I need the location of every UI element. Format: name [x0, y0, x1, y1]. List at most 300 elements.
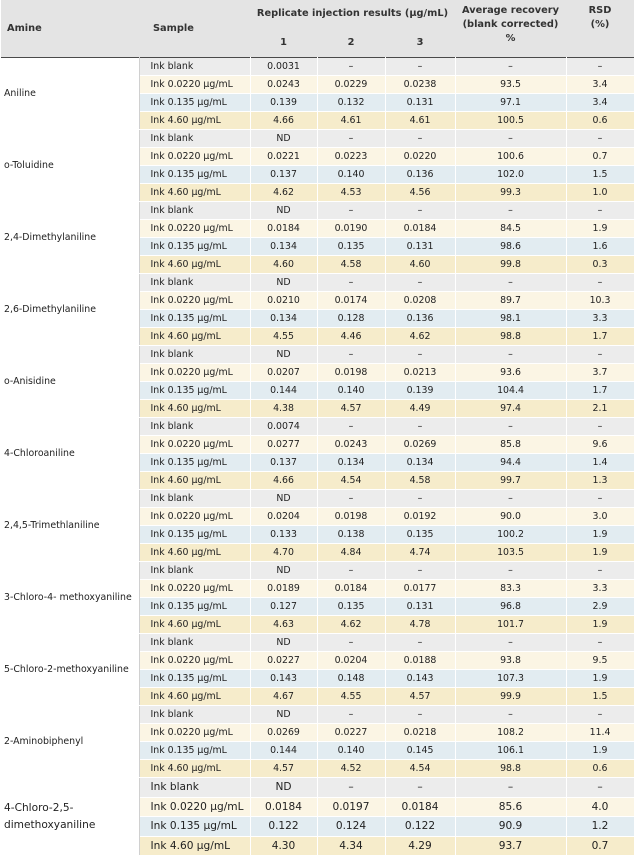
- amine-group: [1, 778, 634, 856]
- cell-sample: Ink blank: [139, 202, 250, 220]
- header-rsd-label: RSD: [588, 5, 612, 16]
- cell-average-recovery: –: [455, 202, 566, 220]
- cell-replicate-1: 0.0184: [250, 797, 317, 817]
- cell-average-recovery: 83.3: [455, 580, 566, 598]
- cell-replicate-1: 0.0189: [250, 580, 317, 598]
- cell-replicate-3: 0.134: [385, 454, 455, 472]
- cell-replicate-2: 0.0223: [317, 148, 385, 166]
- cell-amine-name: Aniline: [1, 58, 139, 130]
- cell-average-recovery: –: [455, 346, 566, 364]
- cell-rsd: 11.4: [566, 724, 634, 742]
- table-row: [1, 706, 634, 724]
- cell-sample: Ink 0.0220 µg/mL: [139, 436, 250, 454]
- cell-average-recovery: 96.8: [455, 598, 566, 616]
- table-row: [1, 634, 634, 652]
- cell-amine-name: o-Anisidine: [1, 346, 139, 418]
- cell-replicate-2: 0.0190: [317, 220, 385, 238]
- cell-average-recovery: 108.2: [455, 724, 566, 742]
- cell-replicate-1: ND: [250, 274, 317, 292]
- cell-replicate-2: 4.53: [317, 184, 385, 202]
- cell-average-recovery: 94.4: [455, 454, 566, 472]
- cell-replicate-3: 4.61: [385, 112, 455, 130]
- cell-rsd: 0.7: [566, 836, 634, 856]
- cell-amine-name: 4-Chloro-2,5- dimethoxyaniline: [1, 778, 139, 856]
- cell-average-recovery: 99.3: [455, 184, 566, 202]
- cell-rsd: 0.7: [566, 148, 634, 166]
- cell-rsd: 1.9: [566, 220, 634, 238]
- cell-average-recovery: –: [455, 490, 566, 508]
- table-row: [1, 58, 634, 76]
- cell-amine-name: 2,4-Dimethylaniline: [1, 202, 139, 274]
- table-header: [1, 0, 634, 58]
- cell-sample: Ink 4.60 µg/mL: [139, 112, 250, 130]
- cell-rsd: 1.4: [566, 454, 634, 472]
- header-rep3: 3: [385, 27, 455, 58]
- cell-replicate-3: –: [385, 58, 455, 76]
- cell-replicate-2: 4.61: [317, 112, 385, 130]
- cell-sample: Ink 0.135 µg/mL: [139, 526, 250, 544]
- cell-sample: Ink blank: [139, 706, 250, 724]
- amine-group: [1, 706, 634, 778]
- cell-sample: Ink 4.60 µg/mL: [139, 400, 250, 418]
- cell-replicate-2: 0.0204: [317, 652, 385, 670]
- cell-replicate-1: 4.38: [250, 400, 317, 418]
- cell-sample: Ink 4.60 µg/mL: [139, 760, 250, 778]
- cell-replicate-1: 4.66: [250, 112, 317, 130]
- cell-average-recovery: 93.8: [455, 652, 566, 670]
- cell-replicate-3: 0.0208: [385, 292, 455, 310]
- cell-replicate-3: 0.0269: [385, 436, 455, 454]
- cell-replicate-3: 0.135: [385, 526, 455, 544]
- cell-replicate-3: –: [385, 202, 455, 220]
- cell-replicate-1: 0.122: [250, 817, 317, 837]
- amine-group: [1, 418, 634, 490]
- cell-replicate-1: 0.144: [250, 742, 317, 760]
- cell-replicate-2: 0.135: [317, 238, 385, 256]
- cell-sample: Ink blank: [139, 490, 250, 508]
- header-average-recovery: [455, 0, 566, 58]
- cell-sample: Ink 0.0220 µg/mL: [139, 292, 250, 310]
- cell-sample: Ink blank: [139, 130, 250, 148]
- cell-replicate-3: 4.58: [385, 472, 455, 490]
- cell-replicate-1: 0.137: [250, 166, 317, 184]
- cell-replicate-3: 0.131: [385, 238, 455, 256]
- cell-replicate-3: 0.0218: [385, 724, 455, 742]
- cell-average-recovery: 98.8: [455, 328, 566, 346]
- cell-sample: Ink blank: [139, 274, 250, 292]
- cell-replicate-3: 0.0177: [385, 580, 455, 598]
- cell-sample: Ink 4.60 µg/mL: [139, 256, 250, 274]
- cell-replicate-3: –: [385, 274, 455, 292]
- cell-replicate-2: –: [317, 706, 385, 724]
- cell-average-recovery: –: [455, 418, 566, 436]
- cell-rsd: 3.4: [566, 76, 634, 94]
- cell-rsd: –: [566, 562, 634, 580]
- cell-replicate-1: 4.70: [250, 544, 317, 562]
- cell-rsd: 4.0: [566, 797, 634, 817]
- amine-group: [1, 130, 634, 202]
- cell-amine-name: 2-Aminobiphenyl: [1, 706, 139, 778]
- cell-average-recovery: 100.6: [455, 148, 566, 166]
- cell-replicate-3: 0.0192: [385, 508, 455, 526]
- table-row: [1, 490, 634, 508]
- cell-replicate-3: 0.0220: [385, 148, 455, 166]
- cell-rsd: 1.5: [566, 688, 634, 706]
- cell-replicate-1: ND: [250, 706, 317, 724]
- cell-sample: Ink 0.135 µg/mL: [139, 670, 250, 688]
- cell-sample: Ink 0.135 µg/mL: [139, 742, 250, 760]
- cell-replicate-1: 0.133: [250, 526, 317, 544]
- cell-replicate-2: 0.138: [317, 526, 385, 544]
- cell-replicate-2: –: [317, 346, 385, 364]
- cell-rsd: 1.9: [566, 544, 634, 562]
- cell-replicate-2: –: [317, 274, 385, 292]
- cell-replicate-1: 4.55: [250, 328, 317, 346]
- cell-replicate-2: –: [317, 490, 385, 508]
- cell-replicate-2: 4.84: [317, 544, 385, 562]
- recovery-table: [1, 0, 635, 856]
- cell-replicate-1: 0.134: [250, 238, 317, 256]
- cell-rsd: 1.2: [566, 817, 634, 837]
- cell-rsd: –: [566, 490, 634, 508]
- cell-replicate-1: 0.0074: [250, 418, 317, 436]
- cell-average-recovery: 90.9: [455, 817, 566, 837]
- cell-replicate-2: –: [317, 202, 385, 220]
- cell-replicate-2: 4.55: [317, 688, 385, 706]
- table-row: [1, 202, 634, 220]
- cell-average-recovery: 89.7: [455, 292, 566, 310]
- cell-replicate-3: 4.60: [385, 256, 455, 274]
- cell-sample: Ink 4.60 µg/mL: [139, 688, 250, 706]
- cell-replicate-3: 0.139: [385, 382, 455, 400]
- cell-average-recovery: –: [455, 58, 566, 76]
- cell-sample: Ink 4.60 µg/mL: [139, 544, 250, 562]
- cell-replicate-1: ND: [250, 490, 317, 508]
- cell-replicate-1: ND: [250, 634, 317, 652]
- cell-replicate-2: 0.0227: [317, 724, 385, 742]
- cell-rsd: 1.9: [566, 670, 634, 688]
- cell-rsd: –: [566, 58, 634, 76]
- cell-replicate-2: 4.54: [317, 472, 385, 490]
- cell-replicate-1: 0.134: [250, 310, 317, 328]
- cell-average-recovery: 102.0: [455, 166, 566, 184]
- cell-sample: Ink 0.135 µg/mL: [139, 382, 250, 400]
- cell-replicate-1: 0.0184: [250, 220, 317, 238]
- cell-rsd: 1.9: [566, 616, 634, 634]
- cell-sample: Ink 0.135 µg/mL: [139, 817, 250, 837]
- header-avg-unit: %: [505, 33, 516, 44]
- cell-average-recovery: 99.9: [455, 688, 566, 706]
- cell-replicate-2: 0.0184: [317, 580, 385, 598]
- cell-average-recovery: –: [455, 706, 566, 724]
- amine-group: [1, 634, 634, 706]
- cell-replicate-1: ND: [250, 346, 317, 364]
- cell-sample: Ink blank: [139, 58, 250, 76]
- cell-sample: Ink 0.0220 µg/mL: [139, 797, 250, 817]
- cell-sample: Ink 4.60 µg/mL: [139, 616, 250, 634]
- cell-replicate-1: 0.137: [250, 454, 317, 472]
- cell-replicate-1: 0.0243: [250, 76, 317, 94]
- cell-replicate-3: 0.145: [385, 742, 455, 760]
- cell-average-recovery: 101.7: [455, 616, 566, 634]
- amine-group: [1, 202, 634, 274]
- cell-replicate-1: 0.143: [250, 670, 317, 688]
- header-sample: Sample: [139, 0, 250, 58]
- cell-rsd: 9.5: [566, 652, 634, 670]
- cell-average-recovery: 97.4: [455, 400, 566, 418]
- cell-replicate-3: 4.56: [385, 184, 455, 202]
- cell-rsd: 3.0: [566, 508, 634, 526]
- cell-rsd: –: [566, 274, 634, 292]
- cell-replicate-2: 0.0197: [317, 797, 385, 817]
- cell-replicate-2: 0.0243: [317, 436, 385, 454]
- cell-rsd: 1.6: [566, 238, 634, 256]
- cell-average-recovery: 100.2: [455, 526, 566, 544]
- cell-rsd: 9.6: [566, 436, 634, 454]
- cell-rsd: 2.1: [566, 400, 634, 418]
- cell-amine-name: 5-Chloro-2-methoxyaniline: [1, 634, 139, 706]
- cell-replicate-2: 0.140: [317, 742, 385, 760]
- cell-rsd: 3.7: [566, 364, 634, 382]
- amine-group: [1, 274, 634, 346]
- cell-replicate-3: –: [385, 634, 455, 652]
- cell-replicate-1: 0.0204: [250, 508, 317, 526]
- amine-group: [1, 58, 634, 130]
- cell-replicate-1: 4.62: [250, 184, 317, 202]
- cell-replicate-3: –: [385, 706, 455, 724]
- table-row: [1, 274, 634, 292]
- cell-replicate-2: 0.148: [317, 670, 385, 688]
- cell-rsd: –: [566, 130, 634, 148]
- cell-replicate-2: 4.34: [317, 836, 385, 856]
- cell-rsd: 3.3: [566, 310, 634, 328]
- amine-group: [1, 346, 634, 418]
- header-rep1: 1: [250, 27, 317, 58]
- cell-average-recovery: –: [455, 130, 566, 148]
- cell-rsd: 10.3: [566, 292, 634, 310]
- cell-replicate-3: –: [385, 346, 455, 364]
- cell-rsd: 3.4: [566, 94, 634, 112]
- cell-replicate-3: 0.0184: [385, 797, 455, 817]
- cell-replicate-1: ND: [250, 202, 317, 220]
- cell-rsd: 1.7: [566, 328, 634, 346]
- cell-rsd: 0.3: [566, 256, 634, 274]
- cell-sample: Ink 4.60 µg/mL: [139, 836, 250, 856]
- cell-replicate-2: 0.128: [317, 310, 385, 328]
- table-row: [1, 418, 634, 436]
- cell-rsd: 1.9: [566, 742, 634, 760]
- cell-replicate-2: 4.62: [317, 616, 385, 634]
- cell-replicate-3: 4.62: [385, 328, 455, 346]
- cell-replicate-3: –: [385, 130, 455, 148]
- cell-replicate-1: 4.63: [250, 616, 317, 634]
- cell-sample: Ink 0.0220 µg/mL: [139, 724, 250, 742]
- cell-rsd: 2.9: [566, 598, 634, 616]
- cell-replicate-2: 4.58: [317, 256, 385, 274]
- cell-replicate-1: 4.60: [250, 256, 317, 274]
- cell-rsd: 0.6: [566, 112, 634, 130]
- cell-replicate-2: 0.140: [317, 166, 385, 184]
- cell-average-recovery: 85.6: [455, 797, 566, 817]
- cell-replicate-2: –: [317, 562, 385, 580]
- cell-replicate-3: –: [385, 562, 455, 580]
- cell-sample: Ink 0.0220 µg/mL: [139, 76, 250, 94]
- cell-average-recovery: –: [455, 274, 566, 292]
- cell-replicate-2: 0.0198: [317, 508, 385, 526]
- cell-replicate-2: –: [317, 634, 385, 652]
- cell-average-recovery: 98.8: [455, 760, 566, 778]
- cell-rsd: 3.3: [566, 580, 634, 598]
- cell-replicate-3: 0.0184: [385, 220, 455, 238]
- amine-group: [1, 490, 634, 562]
- cell-sample: Ink blank: [139, 562, 250, 580]
- cell-replicate-3: 0.0188: [385, 652, 455, 670]
- cell-rsd: –: [566, 634, 634, 652]
- cell-replicate-3: 0.131: [385, 598, 455, 616]
- cell-replicate-2: –: [317, 130, 385, 148]
- cell-replicate-3: 0.0213: [385, 364, 455, 382]
- cell-replicate-3: –: [385, 418, 455, 436]
- header-avg-line1: Average recovery: [461, 5, 560, 16]
- table-row: [1, 778, 634, 798]
- cell-average-recovery: 84.5: [455, 220, 566, 238]
- cell-sample: Ink 0.0220 µg/mL: [139, 364, 250, 382]
- cell-replicate-2: 0.124: [317, 817, 385, 837]
- cell-replicate-2: 0.0198: [317, 364, 385, 382]
- cell-replicate-1: 4.30: [250, 836, 317, 856]
- header-rsd: [566, 0, 634, 58]
- cell-replicate-3: 4.54: [385, 760, 455, 778]
- cell-replicate-2: 0.140: [317, 382, 385, 400]
- cell-replicate-2: 0.132: [317, 94, 385, 112]
- cell-sample: Ink 4.60 µg/mL: [139, 184, 250, 202]
- cell-replicate-1: ND: [250, 562, 317, 580]
- header-rsd-unit: (%): [590, 19, 610, 30]
- cell-rsd: 1.7: [566, 382, 634, 400]
- cell-average-recovery: 93.5: [455, 76, 566, 94]
- cell-replicate-2: 0.135: [317, 598, 385, 616]
- cell-average-recovery: 99.8: [455, 256, 566, 274]
- amine-group: [1, 562, 634, 634]
- cell-replicate-1: 0.0207: [250, 364, 317, 382]
- cell-average-recovery: 98.6: [455, 238, 566, 256]
- cell-replicate-2: 0.0174: [317, 292, 385, 310]
- cell-replicate-3: 0.136: [385, 310, 455, 328]
- table-row: [1, 346, 634, 364]
- cell-average-recovery: 99.7: [455, 472, 566, 490]
- cell-replicate-3: –: [385, 778, 455, 798]
- header-replicate: Replicate injection results (µg/mL): [250, 0, 455, 27]
- cell-replicate-3: 4.57: [385, 688, 455, 706]
- cell-replicate-2: 0.0229: [317, 76, 385, 94]
- cell-replicate-1: 0.139: [250, 94, 317, 112]
- cell-sample: Ink blank: [139, 418, 250, 436]
- cell-replicate-1: 4.67: [250, 688, 317, 706]
- cell-replicate-1: 0.127: [250, 598, 317, 616]
- cell-sample: Ink 0.135 µg/mL: [139, 454, 250, 472]
- cell-average-recovery: –: [455, 634, 566, 652]
- cell-average-recovery: 93.7: [455, 836, 566, 856]
- cell-sample: Ink 0.135 µg/mL: [139, 94, 250, 112]
- cell-average-recovery: 90.0: [455, 508, 566, 526]
- cell-replicate-2: 4.57: [317, 400, 385, 418]
- cell-average-recovery: –: [455, 562, 566, 580]
- cell-replicate-2: –: [317, 418, 385, 436]
- cell-replicate-1: 0.0227: [250, 652, 317, 670]
- cell-replicate-2: –: [317, 58, 385, 76]
- cell-sample: Ink 0.135 µg/mL: [139, 166, 250, 184]
- cell-rsd: 1.3: [566, 472, 634, 490]
- cell-sample: Ink blank: [139, 778, 250, 798]
- cell-sample: Ink blank: [139, 634, 250, 652]
- cell-average-recovery: –: [455, 778, 566, 798]
- cell-rsd: –: [566, 346, 634, 364]
- cell-rsd: –: [566, 202, 634, 220]
- header-amine: Amine: [1, 0, 139, 58]
- cell-sample: Ink 0.0220 µg/mL: [139, 652, 250, 670]
- cell-amine-name: o-Toluidine: [1, 130, 139, 202]
- cell-average-recovery: 103.5: [455, 544, 566, 562]
- cell-replicate-2: –: [317, 778, 385, 798]
- cell-amine-name: 2,6-Dimethylaniline: [1, 274, 139, 346]
- cell-replicate-1: 4.66: [250, 472, 317, 490]
- cell-replicate-1: 4.57: [250, 760, 317, 778]
- cell-sample: Ink 0.0220 µg/mL: [139, 148, 250, 166]
- cell-average-recovery: 104.4: [455, 382, 566, 400]
- table-row: [1, 562, 634, 580]
- cell-sample: Ink 0.0220 µg/mL: [139, 220, 250, 238]
- cell-rsd: 1.5: [566, 166, 634, 184]
- cell-replicate-1: 0.0210: [250, 292, 317, 310]
- cell-rsd: 1.9: [566, 526, 634, 544]
- cell-amine-name: 3-Chloro-4- methoxyaniline: [1, 562, 139, 634]
- cell-replicate-3: 4.49: [385, 400, 455, 418]
- cell-replicate-3: 0.0238: [385, 76, 455, 94]
- cell-replicate-1: 0.0277: [250, 436, 317, 454]
- cell-replicate-2: 0.134: [317, 454, 385, 472]
- cell-replicate-3: 4.29: [385, 836, 455, 856]
- cell-replicate-3: 0.131: [385, 94, 455, 112]
- cell-sample: Ink 0.135 µg/mL: [139, 310, 250, 328]
- cell-sample: Ink 0.0220 µg/mL: [139, 580, 250, 598]
- cell-replicate-1: 0.0269: [250, 724, 317, 742]
- cell-replicate-1: 0.0031: [250, 58, 317, 76]
- cell-replicate-3: 4.78: [385, 616, 455, 634]
- cell-replicate-3: 4.74: [385, 544, 455, 562]
- table-row: [1, 130, 634, 148]
- cell-replicate-3: 0.143: [385, 670, 455, 688]
- cell-replicate-1: ND: [250, 130, 317, 148]
- cell-amine-name: 4-Chloroaniline: [1, 418, 139, 490]
- cell-rsd: 1.0: [566, 184, 634, 202]
- cell-rsd: –: [566, 706, 634, 724]
- cell-sample: Ink 0.135 µg/mL: [139, 238, 250, 256]
- cell-replicate-2: 4.52: [317, 760, 385, 778]
- cell-sample: Ink 0.0220 µg/mL: [139, 508, 250, 526]
- cell-average-recovery: 93.6: [455, 364, 566, 382]
- cell-average-recovery: 106.1: [455, 742, 566, 760]
- cell-sample: Ink 0.135 µg/mL: [139, 598, 250, 616]
- cell-average-recovery: 100.5: [455, 112, 566, 130]
- cell-sample: Ink blank: [139, 346, 250, 364]
- cell-rsd: –: [566, 418, 634, 436]
- cell-replicate-1: 0.0221: [250, 148, 317, 166]
- cell-average-recovery: 98.1: [455, 310, 566, 328]
- cell-rsd: –: [566, 778, 634, 798]
- header-avg-line2: (blank corrected): [462, 19, 559, 30]
- cell-sample: Ink 4.60 µg/mL: [139, 472, 250, 490]
- cell-average-recovery: 97.1: [455, 94, 566, 112]
